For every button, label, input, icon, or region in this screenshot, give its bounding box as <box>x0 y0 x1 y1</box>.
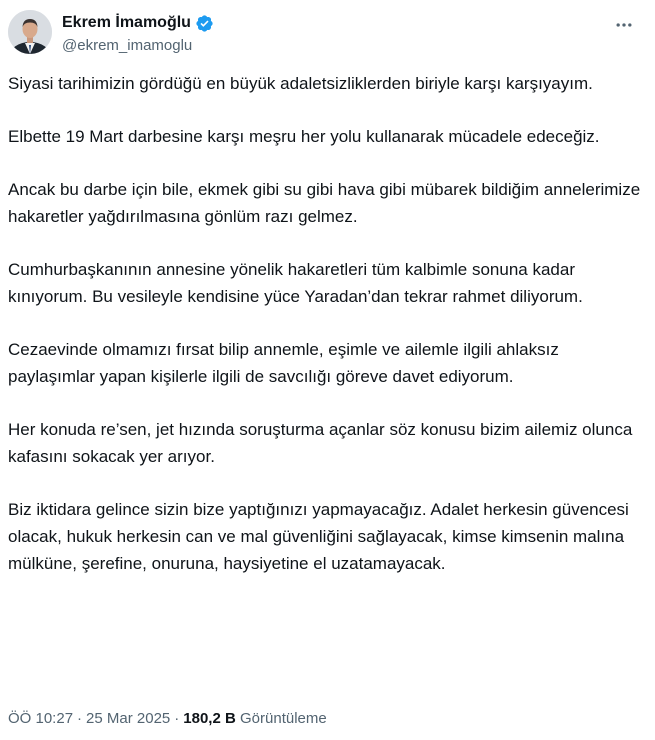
tweet-meta <box>8 708 327 730</box>
verified-badge-icon[interactable] <box>195 14 214 33</box>
avatar-portrait-icon <box>8 10 52 54</box>
name-row <box>62 12 214 34</box>
tweet-paragraph: Elbette 19 Mart darbesine karşı meşru her yolu kullanarak mücadele edeceğiz. <box>8 127 600 146</box>
tweet-paragraph: Cezaevinde olmamızı fırsat bilip annemle, eşimle ve ailemle ilgili ahlaksız paylaşımlar yapan kişilerle ilgili de savcılığı göreve davet ediyorum. <box>8 340 559 386</box>
author-names <box>62 12 214 56</box>
tweet-time-link[interactable] <box>8 710 170 727</box>
author-display-name[interactable]: Ekrem İmamoğlu <box>62 14 191 31</box>
tweet-paragraph: Cumhurbaşkanının annesine yönelik hakaretleri tüm kalbimle sonuna kadar kınıyorum. Bu vesileyle kendisine yüce Yaradan’dan tekrar rahmet diliyorum. <box>8 260 583 306</box>
more-options-button[interactable] <box>607 8 641 42</box>
meta-separator: · <box>174 710 180 727</box>
views-label: Görüntüleme <box>240 710 327 727</box>
author-handle[interactable]: @ekrem_imamoglu <box>62 37 193 54</box>
avatar[interactable] <box>8 10 52 54</box>
tweet-paragraph: Siyasi tarihimizin gördüğü en büyük adaletsizliklerden biriyle karşı karşıyayım. <box>8 74 593 93</box>
tweet-paragraph: Biz iktidara gelince sizin bize yaptığınızı yapmayacağız. Adalet herkesin güvencesi olacak, hukuk herkesin can ve mal güvenliğini sağlayacak, kimse kimsenin malına mülküne, şerefine, onuruna, haysiyetine el uzatamayacak. <box>8 500 629 573</box>
tweet-paragraph: Her konuda re’sen, jet hızında soruşturma açanlar söz konusu bizim ailemiz olunca kafasını sokacak yer arıyor. <box>8 420 633 466</box>
meta-separator: · <box>77 710 83 727</box>
more-dots-icon <box>614 15 634 35</box>
tweet-header <box>8 8 647 58</box>
tweet-time: ÖÖ 10:27 <box>8 710 74 727</box>
tweet-date: 25 Mar 2025 <box>86 710 171 727</box>
tweet-text <box>8 70 643 603</box>
views-count: 180,2 B <box>183 710 236 727</box>
tweet-paragraph: Ancak bu darbe için bile, ekmek gibi su gibi hava gibi mübarek bildiğim annelerimize hakaretler yağdırılmasına gönlüm razı gelmez. <box>8 180 641 226</box>
